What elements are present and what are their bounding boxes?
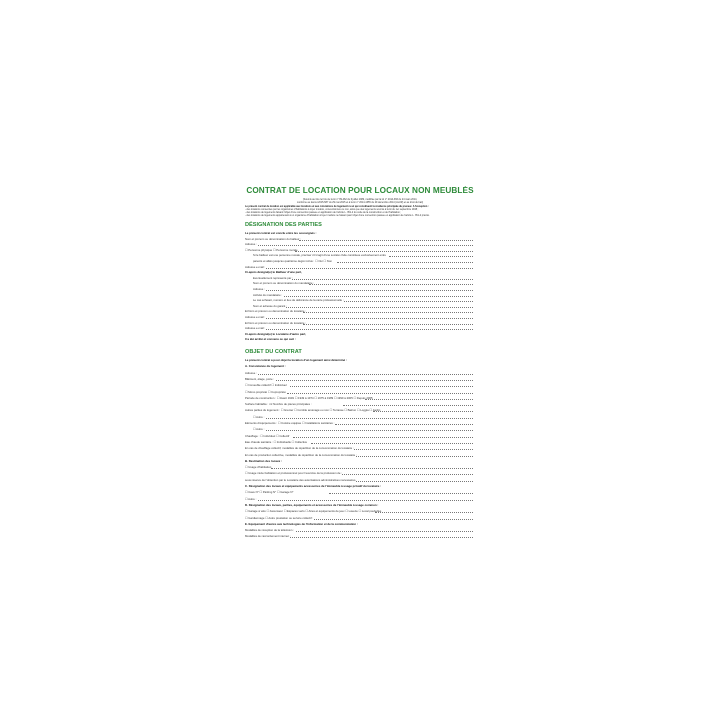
form-line: Adresse e-mail : [245,326,266,331]
fill-in-field[interactable] [344,301,473,302]
fill-in-field[interactable] [266,268,473,269]
fill-in-field[interactable] [290,386,473,387]
notice-line: - des locations de logements appartenant à un organisme d'habitation à loyer modéré ne faisant pas l'objet d'une convention passée en application de l'article L. 351-2 précité. [245,214,430,218]
notice-line: - des locations consenties par les organismes d'habitations à loyer modéré, conventionnés ou non, ainsi que des logements soumis à la loi du 1er septembre 1948 ; [245,208,419,212]
form-line: ☐ Garage à vélo ☐ Ascenseur ☐ Espaces verts ☐ Aires et équipements de jeux ☐ Laverie ☐ Local poubelles [245,509,382,514]
document-title: CONTRAT DE LOCATION POUR LOCAUX NON MEUBLÉS [246,186,474,195]
fill-in-field[interactable] [311,443,473,444]
fill-in-field[interactable] [286,307,473,308]
form-line: Et Nom et prénom ou dénomination du locataire : [245,320,306,325]
form-subheading: Le présent contrat a pour objet la location d'un logement ainsi déterminé : [245,358,347,362]
legal-reference [245,198,475,204]
fill-in-field[interactable] [290,537,473,538]
fill-in-field[interactable] [329,493,473,494]
fill-in-field[interactable] [266,418,473,419]
form-line: sous réserve de l'obtention par le Locataire des autorisations administratives nécessaires. [245,477,357,482]
form-line: ☐ Personne physique ☐ Personne morale [245,247,298,252]
form-line: Le cas échéant, numéro et lieu de délivrance de la carte professionnelle : [253,298,344,303]
form-line: Adresse : [253,287,265,291]
fill-in-field[interactable] [335,424,473,425]
fill-in-field[interactable] [375,512,473,513]
form-line: Nom et prénom ou dénomination du mandataire : [253,281,314,286]
fill-in-field[interactable] [389,256,473,257]
legal-reference-line: conforme au décret 2015-587 du 29 mai 2015 et à la loi n° 2014-1655 du 29 décembre 2014 (ALUR) et au droit du bail) [296,201,424,205]
form-subheading: Il a été arrêté et convenu ce qui suit : [245,337,296,342]
form-line: Modalités de réception de la télévision : [245,528,294,533]
form-subheading: Le présent contrat est conclu entre les soussignés : [245,231,317,235]
form-line: ☐ Usage mixte habitation et professionnel pour l'exercice de la profession de : [245,471,342,476]
fill-in-field[interactable] [266,329,473,330]
form-line: Chauffage : ☐ Individuel ☐ Collectif [245,433,290,438]
form-line: Et Nom et prénom ou dénomination du locataire : [245,309,306,314]
fill-in-field[interactable] [343,405,473,406]
fill-in-field[interactable] [284,296,473,297]
fill-in-field[interactable] [296,531,473,532]
applicability-notice [245,205,475,217]
fill-in-field[interactable] [266,290,473,291]
form-line: En cas de chauffage collectif, modalités de répartition de la consommation du locataire : [245,446,354,451]
form-line: Nom et prénom ou dénomination du bailleur : [245,236,301,241]
form-line: Eau chaude sanitaire : ☐ Individuelle ☐ Collective [245,439,308,444]
form-subheading: Ci-après désigné(e) le Locataire d'autre part, [245,331,307,336]
fill-in-field[interactable] [373,411,473,412]
fill-in-field[interactable] [266,430,473,431]
form-line: ☐ Autre : [245,496,257,501]
form-line: Adresse : [245,370,257,375]
fill-in-field[interactable] [258,500,473,501]
form-line: ☐ Mono propriété ☐ Copropriété [245,389,286,394]
fill-in-field[interactable] [365,399,473,400]
form-line: Surface habitable : m² Nombre de pièces principales : [245,402,312,407]
notice-line: - des locations de logements faisant l'objet d'une convention passée en application de l'article L. 351-2 du code de la construction et de l'habitation ; [245,211,402,215]
fill-in-field[interactable] [303,324,473,325]
form-line: Si le bailleur est une personne morale, préciser s'il s'agit d'une société civile constituée exclusivement entre [253,253,386,258]
fill-in-field[interactable] [356,481,473,482]
fill-in-field[interactable] [258,374,473,375]
form-line: Autres parties du logement : ☐ Grenier ☐ Comble aménagé ou non ☐ Terrasse ☐ Balcon ☐ Loggia ☐ Jardin [245,408,381,413]
form-line: ☐ Usage d'habitation [245,465,272,470]
fill-in-field[interactable] [309,284,473,285]
form-line: ☐ Immeuble collectif ☐ Individuel [245,383,287,388]
fill-in-field[interactable] [337,262,473,263]
fill-in-field[interactable] [287,393,473,394]
fill-in-field[interactable] [293,437,473,438]
form-subheading: Ci-après désigné(e) le Bailleur d'une part, [245,270,302,275]
form-line: parents et alliés jusqu'au quatrième degré inclus : ☐ Oui ☐ Non [253,259,332,263]
form-subheading: C. Désignation des locaux et équipements accessoires de l'immeuble à usage privatif du locataire : [245,484,382,488]
form-line: Nom et adresse du garant : [253,303,287,308]
form-line: Adresse : [245,242,257,247]
legal-reference-line: (Soumis au titre Ier bis de la loi n° 89-462 du 6 juillet 1989, modifiée par la loi n° 2014-366 du 24 mars 2014, [302,198,418,201]
fill-in-field[interactable] [276,380,473,381]
form-line: Adresse e-mail : [245,315,266,319]
form-subheading: A. Consistance du logement : [245,364,286,369]
fill-in-field[interactable] [356,456,473,457]
form-line: Adresse e-mail : [245,264,266,269]
form-line: Modalités de raccordement internet : [245,534,291,539]
form-subheading: B. Destination des locaux : [245,458,282,463]
section-heading-objet: OBJET DU CONTRAT [245,349,302,355]
form-line: Eventuellement représenté par : [253,275,293,280]
form-line: En cas de production collective, modalités de répartition de la consommation du locataire : [245,452,357,457]
form-subheading: E. Equipement d'accès aux technologies de l'information et de la communication : [245,521,358,526]
form-line: ☐ Cave N° ☐ Parking N° ☐ Garage N° [245,490,294,495]
form-line: ☐ Autre : [253,414,265,419]
section-heading-parties: DÉSIGNATION DES PARTIES [245,222,322,228]
fill-in-field[interactable] [342,474,473,475]
fill-in-field[interactable] [292,279,473,280]
fill-in-field[interactable] [258,245,473,246]
form-line: Bâtiment, étage, porte : [245,376,275,381]
fill-in-field[interactable] [299,240,473,241]
notice-line: Le présent contrat de location est applicable aux locations et aux colocations de logement nu et qui constituent la résidence principale du preneur. A l'exception : [245,205,429,208]
form-line: ☐ Gardiennage ☐ Autre prestation ou service collectif : [245,515,314,520]
fill-in-field[interactable] [271,468,473,469]
fill-in-field[interactable] [354,449,473,450]
fill-in-field[interactable] [314,519,473,520]
fill-in-field[interactable] [303,312,473,313]
form-subheading: D. Désignation des locaux, parties, équipements et accessoires de l'immeuble à usage commun : [245,502,379,507]
form-line: Activité du mandataire : [253,292,283,297]
fill-in-field[interactable] [295,251,473,252]
form-line: Eléments d'équipements : ☐ Cuisine équipée ☐ Installations sanitaires : [245,421,335,425]
form-line: Période de construction : ☐ Avant 1949 ☐ 1949 à 1974 ☐ 1975 à 1989 ☐ 1990 à 2005 ☐ Depuis 2005 [245,395,373,400]
form-line: ☐ Autre : [253,427,265,432]
contract-document [243,186,477,550]
fill-in-field[interactable] [266,318,473,319]
